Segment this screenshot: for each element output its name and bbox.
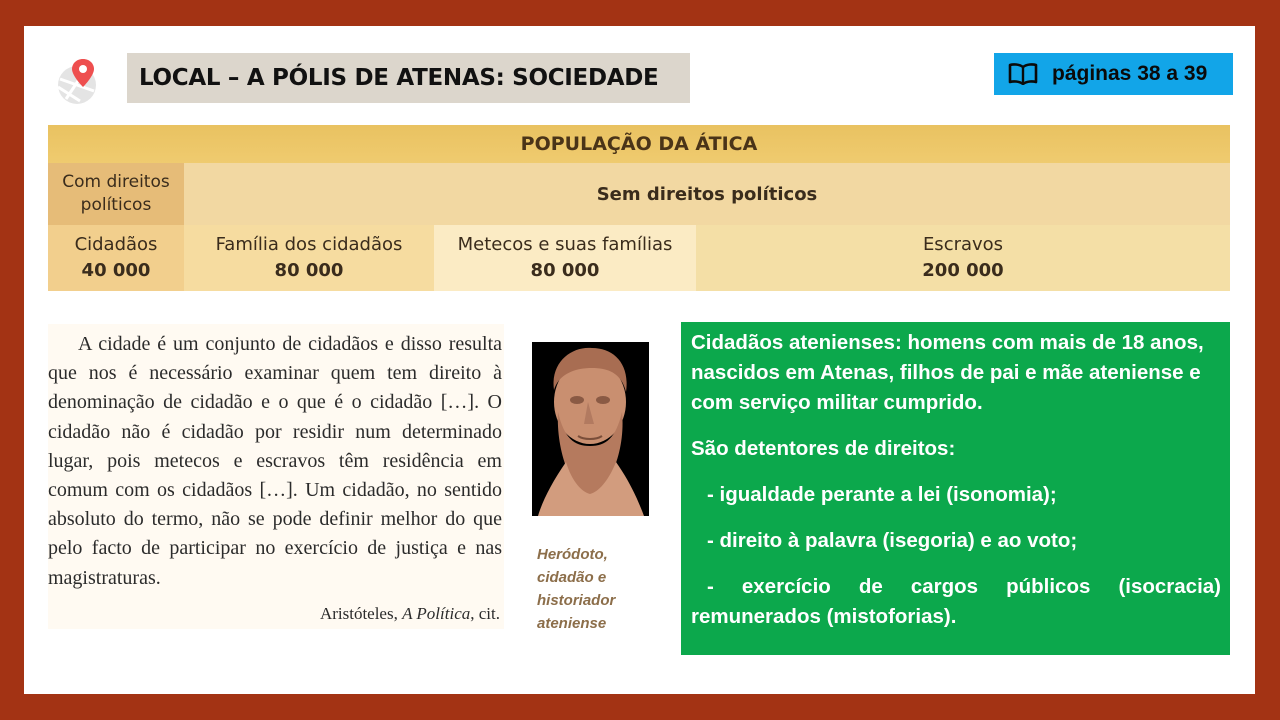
citizens-definition: Cidadãos atenienses: homens com mais de 18 anos, nascidos em Atenas, filhos de pai e mãe ateniense e com serviço militar cumprido. — [691, 331, 1204, 414]
group-value: 40 000 — [81, 260, 151, 281]
portrait-caption: Heródoto, cidadão e historiador ateniense — [537, 546, 616, 632]
pages-badge — [994, 53, 1233, 95]
group-value: 80 000 — [530, 260, 600, 281]
group-label: Cidadãos — [74, 234, 158, 255]
pages-label: páginas 38 a 39 — [1052, 62, 1208, 85]
quote-text: A cidade é um conjunto de cidadãos e disso resulta que nos é necessário examinar quem tem direito à denominação de cidadão e o que é o cidadão […]. O cidadão não é cidadão por residir num determinado lugar, pois metecos e escravos têm residência em comum com os cidadãos […]. Um cidadão, no sentido absoluto do termo, não se pode definir melhor do que pelo facto de participar no exercício de justiça e nas magistraturas. — [48, 333, 502, 589]
quote-source: Aristóteles, A Política, cit. — [319, 604, 500, 623]
herodotus-bust-image — [532, 342, 649, 516]
population-table — [48, 125, 1230, 291]
citizens-info-box — [681, 322, 1230, 655]
group-cell-citizen-families — [184, 225, 434, 291]
open-book-icon — [1008, 63, 1038, 85]
population-table-title: POPULAÇÃO DA ÁTICA — [48, 125, 1230, 163]
rights-heading: São detentores de direitos: — [691, 437, 956, 460]
rights-item-isonomia: - igualdade perante a lei (isonomia); — [707, 483, 1057, 506]
group-value: 200 000 — [922, 260, 1004, 281]
group-label: Escravos — [922, 234, 1004, 255]
with-rights-header: Com direitos políticos — [48, 163, 184, 225]
group-cell-metics — [434, 225, 696, 291]
group-label: Família dos cidadãos — [215, 234, 403, 255]
group-value: 80 000 — [274, 260, 344, 281]
rights-item-isocracia: - exercício de cargos públicos (isocracia) remunerados (mistoforias). — [691, 575, 1221, 628]
rights-item-isegoria: - direito à palavra (isegoria) e ao voto; — [707, 529, 1078, 552]
group-cell-slaves — [696, 225, 1230, 291]
without-rights-header: Sem direitos políticos — [184, 163, 1230, 225]
aristotle-quote — [48, 324, 504, 629]
group-label: Metecos e suas famílias — [457, 234, 673, 255]
map-pin-icon — [56, 57, 100, 105]
group-cell-citizens — [48, 225, 184, 291]
page-title: LOCAL – A PÓLIS DE ATENAS: SOCIEDADE — [127, 53, 690, 103]
